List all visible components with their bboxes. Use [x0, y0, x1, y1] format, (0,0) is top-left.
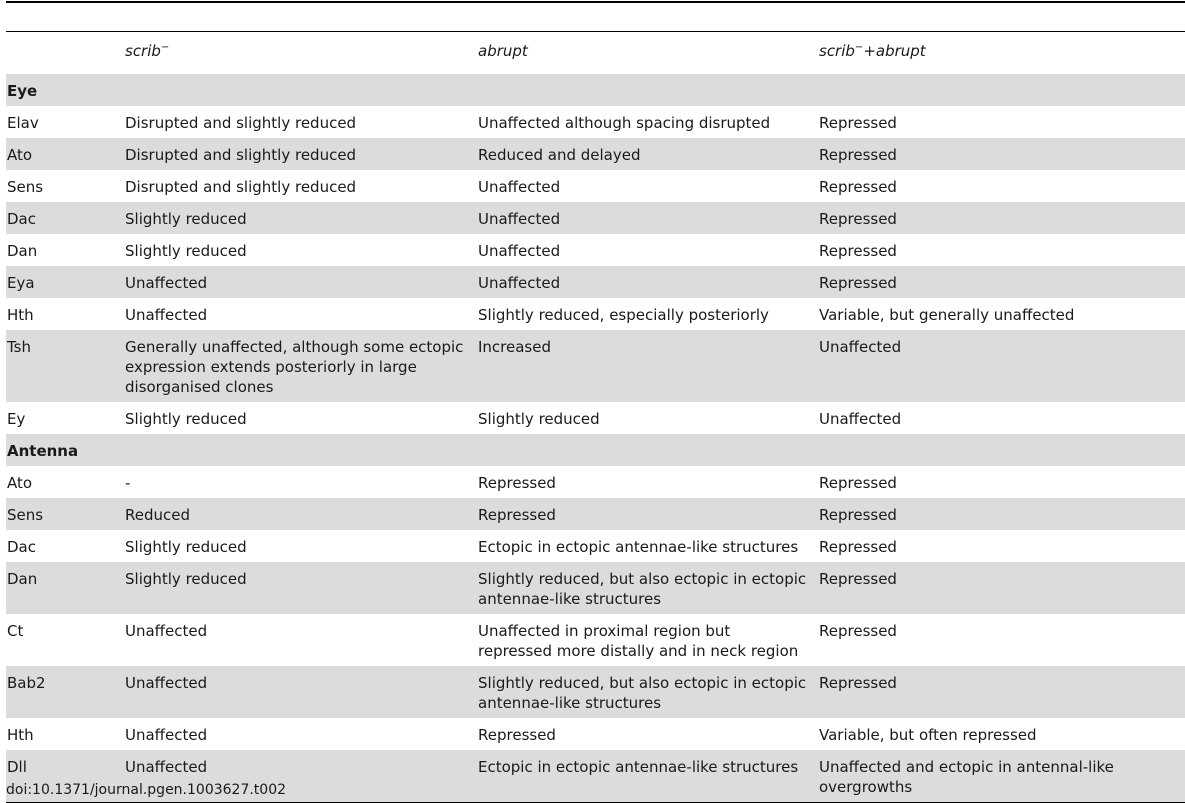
abrupt-cell: Unaffected — [478, 178, 561, 196]
empty-cell — [119, 434, 472, 466]
scrib-abrupt-cell: Repressed — [813, 666, 1185, 718]
abrupt-cell: Reduced and delayed — [472, 138, 813, 170]
table-row — [6, 234, 1185, 266]
scrib-abrupt-cell: Repressed — [819, 178, 897, 196]
abrupt-cell: Slightly reduced — [478, 410, 600, 428]
scrib-cell: Reduced — [119, 498, 472, 530]
scrib-abrupt-cell: Repressed — [819, 622, 897, 640]
scrib-abrupt-cell: Variable, but often repressed — [819, 726, 1037, 744]
table-row — [6, 266, 1185, 298]
header-scrib-abrupt — [813, 32, 1185, 74]
table-row — [6, 170, 1185, 202]
scrib-cell: Unaffected — [125, 306, 208, 324]
scrib-abrupt-cell: Repressed — [813, 202, 1185, 234]
table-row — [6, 498, 1185, 530]
header-row — [6, 32, 1185, 74]
scrib-abrupt-cell: Repressed — [813, 498, 1185, 530]
gene-cell: Ato — [6, 138, 119, 170]
abrupt-cell: Increased — [472, 330, 813, 402]
header-scrib-abrupt-b: +abrupt — [863, 42, 926, 60]
gene-cell: Dac — [6, 202, 119, 234]
abrupt-cell: Ectopic in ectopic antennae-like structures — [472, 750, 813, 803]
scrib-cell: Slightly reduced — [119, 202, 472, 234]
gene-cell: Dac — [7, 538, 36, 556]
gene-cell: Dan — [6, 562, 119, 614]
section-label: Antenna — [6, 434, 119, 466]
header-scrib-abrupt-sup: − — [854, 42, 864, 53]
abrupt-cell: Repressed — [472, 498, 813, 530]
scrib-abrupt-cell: Repressed — [819, 114, 897, 132]
top-rule — [6, 1, 1185, 3]
gene-cell: Bab2 — [6, 666, 119, 718]
scrib-cell: Unaffected — [125, 622, 208, 640]
doi-caption: doi:10.1371/journal.pgen.1003627.t002 — [6, 782, 287, 798]
section-row — [6, 74, 1185, 106]
scrib-cell: - — [125, 474, 131, 492]
table-row — [6, 466, 1185, 498]
scrib-abrupt-cell: Unaffected — [819, 410, 902, 428]
abrupt-cell: Slightly reduced, but also ectopic in ectopic antennae-like structures — [472, 666, 813, 718]
scrib-cell: Slightly reduced — [119, 562, 472, 614]
gene-cell: Ey — [7, 410, 26, 428]
gene-cell: Elav — [7, 114, 39, 132]
scrib-cell: Generally unaffected, although some ectopic expression extends posteriorly in large disorganised clones — [119, 330, 472, 402]
section-row — [6, 434, 1185, 466]
abrupt-cell: Slightly reduced, especially posteriorly — [478, 306, 769, 324]
table-row — [6, 202, 1185, 234]
empty-cell — [472, 434, 813, 466]
empty-cell — [472, 74, 813, 106]
data-table — [6, 32, 1185, 803]
empty-cell — [119, 74, 472, 106]
scrib-abrupt-cell: Repressed — [813, 266, 1185, 298]
gene-cell: Sens — [6, 498, 119, 530]
scrib-cell: Unaffected — [125, 726, 208, 744]
gene-cell: Hth — [7, 726, 34, 744]
table-row — [6, 138, 1185, 170]
abrupt-cell: Unaffected — [472, 202, 813, 234]
table-row — [6, 718, 1185, 750]
scrib-cell: Disrupted and slightly reduced — [119, 138, 472, 170]
scrib-cell: Slightly reduced — [125, 538, 247, 556]
abrupt-cell: Unaffected — [472, 266, 813, 298]
scrib-abrupt-cell: Repressed — [813, 138, 1185, 170]
gene-cell: Dan — [7, 242, 38, 260]
abrupt-cell: Unaffected in proximal region but repressed more distally and in neck region — [478, 622, 799, 660]
table-row — [6, 562, 1185, 614]
section-label: Eye — [6, 74, 119, 106]
empty-cell — [813, 434, 1185, 466]
table-row — [6, 330, 1185, 402]
abrupt-cell: Repressed — [478, 474, 556, 492]
gene-cell: Tsh — [6, 330, 119, 402]
scrib-abrupt-cell: Repressed — [819, 474, 897, 492]
scrib-cell: Slightly reduced — [125, 242, 247, 260]
scrib-abrupt-cell: Repressed — [819, 242, 897, 260]
abrupt-cell: Ectopic in ectopic antennae-like structures — [478, 538, 799, 556]
header-gene — [6, 32, 119, 74]
header-abrupt: abrupt — [478, 42, 528, 60]
header-scrib-abrupt-a: scrib — [819, 42, 855, 60]
abrupt-cell: Slightly reduced, but also ectopic in ectopic antennae-like structures — [472, 562, 813, 614]
scrib-cell: Disrupted and slightly reduced — [125, 178, 357, 196]
gene-cell: Ct — [7, 622, 24, 640]
gene-cell: Hth — [7, 306, 34, 324]
scrib-abrupt-cell: Repressed — [813, 562, 1185, 614]
scrib-cell: Slightly reduced — [125, 410, 247, 428]
empty-cell — [813, 74, 1185, 106]
gene-cell: Ato — [7, 474, 33, 492]
scrib-cell: Unaffected — [119, 750, 472, 803]
scrib-cell: Unaffected — [119, 266, 472, 298]
table-row — [6, 614, 1185, 666]
abrupt-cell: Repressed — [478, 726, 556, 744]
scrib-abrupt-cell: Variable, but generally unaffected — [819, 306, 1075, 324]
scrib-cell: Disrupted and slightly reduced — [125, 114, 357, 132]
table-row — [6, 106, 1185, 138]
scrib-abrupt-cell: Unaffected — [813, 330, 1185, 402]
table-row — [6, 666, 1185, 718]
gene-cell: Sens — [7, 178, 44, 196]
scrib-abrupt-cell: Repressed — [819, 538, 897, 556]
table-body — [6, 74, 1185, 803]
table-row — [6, 298, 1185, 330]
table-row — [6, 530, 1185, 562]
header-scrib-text: scrib — [125, 42, 161, 60]
abrupt-cell: Unaffected although spacing disrupted — [478, 114, 771, 132]
scrib-abrupt-cell: Unaffected and ectopic in antennal-like overgrowths — [813, 750, 1185, 803]
header-scrib-sup: − — [160, 42, 170, 53]
table-row — [6, 402, 1185, 434]
scrib-cell: Unaffected — [119, 666, 472, 718]
gene-cell: Eya — [6, 266, 119, 298]
gene-cell: Dll — [6, 750, 119, 803]
header-scrib — [119, 32, 472, 74]
abrupt-cell: Unaffected — [478, 242, 561, 260]
